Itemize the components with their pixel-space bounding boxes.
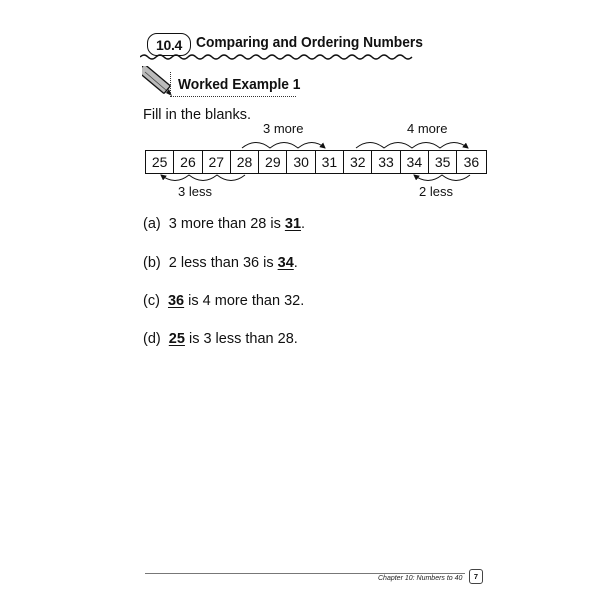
number-cell: 35 xyxy=(429,151,457,173)
number-cell: 31 xyxy=(316,151,344,173)
answer-post: is 4 more than 32. xyxy=(188,293,305,309)
number-cell: 25 xyxy=(146,151,174,173)
number-cell: 32 xyxy=(344,151,372,173)
answer-blank: 34 xyxy=(277,255,294,271)
number-cell: 26 xyxy=(174,151,202,173)
answer-b xyxy=(143,255,298,271)
page-number: 7 xyxy=(469,569,483,584)
answer-label: (b) xyxy=(143,255,161,271)
answer-c xyxy=(143,293,304,309)
number-cell: 27 xyxy=(203,151,231,173)
footer-rule xyxy=(145,573,465,574)
number-line xyxy=(145,150,487,174)
answer-text: 3 more than 28 is xyxy=(168,216,281,232)
answer-label: (a) xyxy=(143,216,161,232)
number-cell: 36 xyxy=(463,154,480,170)
number-cell: 30 xyxy=(287,151,315,173)
answer-text: 2 less than 36 is xyxy=(168,255,274,271)
answer-label: (c) xyxy=(143,293,160,309)
answer-blank: 31 xyxy=(284,216,302,232)
arc-three-more xyxy=(242,143,325,149)
answer-post: . xyxy=(293,255,298,271)
arc-two-less xyxy=(414,175,470,181)
label-two-less: 2 less xyxy=(419,184,453,199)
answer-blank: 36 xyxy=(167,293,185,309)
worked-example-title: Worked Example 1 xyxy=(178,76,301,93)
instruction-text: Fill in the blanks. xyxy=(143,107,251,123)
label-three-less: 3 less xyxy=(178,184,212,199)
number-cell: 29 xyxy=(259,151,287,173)
arc-three-less xyxy=(161,175,245,181)
answer-a xyxy=(143,216,305,232)
section-title: Comparing and Ordering Numbers xyxy=(196,34,423,51)
answer-label: (d) xyxy=(143,331,161,347)
answer-blank: 25 xyxy=(168,331,185,347)
answer-post: . xyxy=(301,216,306,232)
number-cell: 28 xyxy=(231,151,259,173)
label-three-more: 3 more xyxy=(263,121,304,136)
number-cell: 33 xyxy=(372,151,400,173)
section-number: 10.4 xyxy=(155,36,183,53)
number-cell: 34 xyxy=(401,151,429,173)
arc-four-more xyxy=(356,143,468,149)
answer-post: is 3 less than 28. xyxy=(188,331,298,347)
footer-chapter: Chapter 10: Numbers to 40 xyxy=(378,575,463,582)
label-four-more: 4 more xyxy=(407,121,448,136)
answer-d xyxy=(143,331,298,347)
